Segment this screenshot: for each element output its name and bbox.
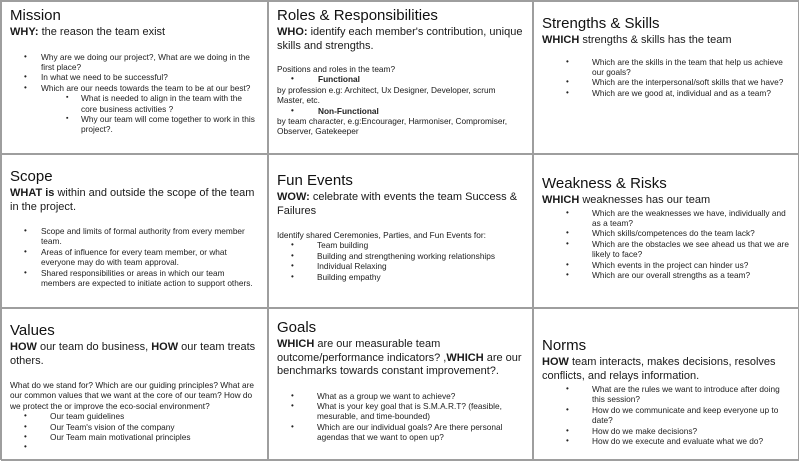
- fun-events-intro: Identify shared Ceremonies, Parties, and Fun Events for:: [277, 230, 486, 240]
- list-item: • Which are the skills in the team that help us achieve our goals?: [552, 57, 791, 78]
- list-item: • Individual Relaxing: [277, 261, 524, 271]
- roles-cell: [268, 1, 533, 154]
- values-title: Values: [10, 322, 55, 339]
- functional-label: • Functional: [277, 74, 524, 84]
- list-item: • How do we execute and evaluate what we do?: [552, 436, 791, 446]
- fun-events-title: Fun Events: [277, 172, 353, 189]
- norms-cell: [533, 308, 799, 461]
- mission-list: [10, 52, 259, 135]
- sub-list-item: ▪ What is needed to align in the team with the core business activities ?: [10, 93, 259, 114]
- list-item: • Building empathy: [277, 272, 524, 282]
- list-item: • Team building: [277, 240, 524, 250]
- list-item: • How do we make decisions?: [552, 426, 791, 436]
- strengths-cell: [533, 1, 799, 154]
- list-item: • Which are our overall strengths as a team?: [552, 270, 791, 280]
- list-item: • In what we need to be successful?: [10, 72, 259, 82]
- fun-events-lead: WOW: celebrate with events the team Success & Failures: [277, 191, 518, 217]
- goals-list: [277, 391, 524, 443]
- roles-list: [277, 74, 524, 84]
- fun-events-list: [277, 240, 524, 282]
- scope-title: Scope: [10, 168, 53, 185]
- nonfunctional-label: • Non-Functional: [277, 106, 524, 116]
- list-item: • Why are we doing our project?, What are we doing in the first place?: [10, 52, 259, 73]
- mission-title: Mission: [10, 7, 61, 24]
- list-item: • Areas of influence for every team member, or what everyone may do with team approval.: [10, 247, 259, 268]
- strengths-list: [542, 57, 791, 99]
- mission-cell: [1, 1, 268, 154]
- norms-lead: HOW team interacts, makes decisions, resolves conflicts, and relays information.: [542, 356, 776, 382]
- fun-events-cell: [268, 154, 533, 308]
- roles-list-2: [277, 106, 524, 116]
- nonfunctional-text: by team character, e.g:Encourager, Harmoniser, Compromiser, Observer, Gatekeeper: [277, 116, 508, 137]
- list-item: • What is your key goal that is S.M.A.R.T? (feasible, mesurable, and time-bounded): [277, 401, 524, 422]
- weakness-list: [542, 208, 791, 281]
- weakness-title: Weakness & Risks: [542, 175, 667, 192]
- sub-list-item: ▪ Why our team will come together to work in this project?.: [10, 114, 259, 135]
- mission-lead: WHY: the reason the team exist: [10, 26, 166, 38]
- weakness-cell: [533, 154, 799, 308]
- values-list: [10, 411, 259, 452]
- list-item: [10, 442, 259, 452]
- list-item: • Which events in the project can hinder us?: [552, 260, 791, 270]
- scope-list: [10, 226, 259, 288]
- list-item: • Our team guidelines: [10, 411, 259, 421]
- norms-title: Norms: [542, 337, 587, 354]
- list-item: • Which are the weaknesses we have, individually and as a team?: [552, 208, 791, 229]
- roles-title: Roles & Responsibilities: [277, 7, 438, 24]
- weakness-lead: WHICH weaknesses has our team: [542, 194, 711, 206]
- list-item: • Scope and limits of formal authority from every member team.: [10, 226, 259, 247]
- norms-list: [542, 384, 791, 446]
- roles-intro: Positions and roles in the team?: [277, 64, 396, 74]
- list-item: • Shared responsibilities or areas in which our team members are expected to initiate action to support others.: [10, 268, 259, 289]
- strengths-title: Strengths & Skills: [542, 15, 660, 32]
- list-item: • Which are the obstacles we see ahead us that we are likely to face?: [552, 239, 791, 260]
- scope-lead: WHAT is within and outside the scope of the team in the project.: [10, 187, 255, 213]
- list-item: • Which are the interpersonal/soft skills that we have?: [552, 77, 791, 87]
- strengths-lead: WHICH strengths & skills has the team: [542, 34, 732, 46]
- functional-text: by profession e.g: Architect, Ux Designer, Developer, scrum Master, etc.: [277, 84, 496, 106]
- list-item: • Our Team main motivational principles: [10, 432, 259, 442]
- values-cell: [1, 308, 268, 461]
- list-item: • What are the rules we want to introduce after doing this session?: [552, 384, 791, 405]
- values-lead: HOW our team do business, HOW our team treats others.: [10, 341, 256, 367]
- roles-lead: WHO: identify each member's contribution, unique skills and strengths.: [277, 26, 523, 52]
- list-item: • Which are our individual goals? Are there personal agendas that we want to open up?: [277, 422, 524, 443]
- list-item: • Building and strengthening working relationships: [277, 251, 524, 261]
- list-item: • Which are our needs towards the team to be at our best?: [10, 83, 259, 93]
- list-item: • How do we communicate and keep everyone up to date?: [552, 405, 791, 426]
- scope-cell: [1, 154, 268, 308]
- list-item: • Which are we good at, individual and as a team?: [552, 88, 791, 98]
- list-item: • What as a group we want to achieve?: [277, 391, 524, 401]
- list-item: • Which skills/competences do the team lack?: [552, 228, 791, 238]
- goals-title: Goals: [277, 319, 317, 336]
- values-intro: What do we stand for? Which are our guiding principles? What are our common values that we want at the core of our team? How do we protect the or improve the eco-social environment?: [10, 380, 254, 411]
- goals-lead: WHICH are our measurable team outcome/performance indicators? ,WHICH are our benchmarks towards constant improvement?.: [277, 338, 522, 377]
- list-item: • Our Team's vision of the company: [10, 422, 259, 432]
- goals-cell: [268, 308, 533, 461]
